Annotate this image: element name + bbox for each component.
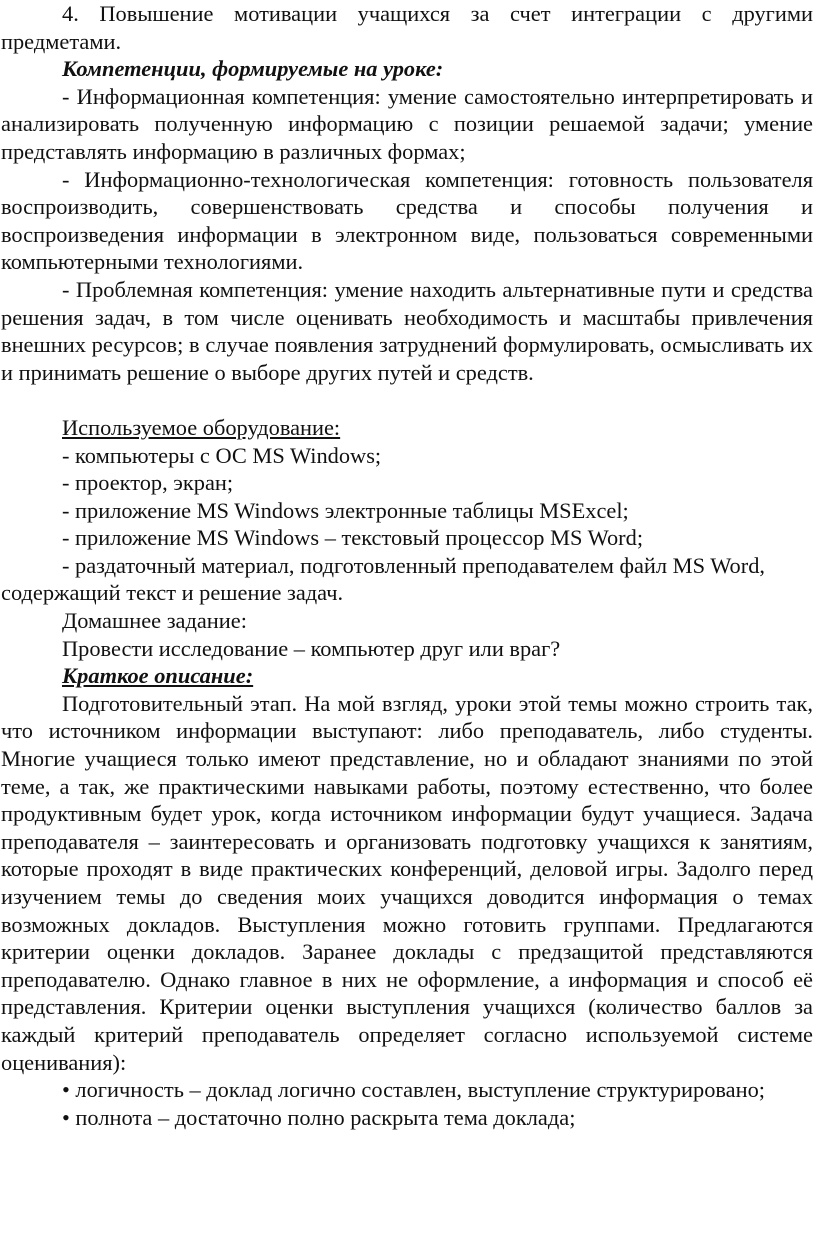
description-heading [1, 662, 813, 690]
equipment-item-excel: - приложение MS Windows электронные таблицы MSExcel; [62, 497, 629, 523]
description-heading-text: Краткое описание: [62, 663, 254, 689]
equipment-item-computers: - компьютеры с ОС MS Windows; [62, 442, 382, 468]
spacer [1, 386, 813, 414]
competencies-heading [1, 55, 813, 83]
paragraph-motivation: 4. Повышение мотивации учащихся за счет интеграции с другими предметами. [1, 1, 813, 54]
competency-problem: - Проблемная компетенция: умение находить альтернативные пути и средства решения задач, в том числе оценивать необходимость и масштабы привлечения внешних ресурсов; в случае появления затруднений формулировать, осмысливать их и принимать решение о выборе других путей и средств. [1, 276, 813, 385]
equipment-heading-text: Используемое оборудование: [62, 414, 341, 440]
homework-label: Домашнее задание: [62, 608, 247, 634]
criteria-item-completeness: • полнота – достаточно полно раскрыта тема доклада; [62, 1104, 576, 1130]
equipment-item-projector: - проектор, экран; [62, 470, 234, 496]
homework-task: Провести исследование – компьютер друг или враг? [62, 635, 561, 661]
equipment-item-word: - приложение MS Windows – текстовый процессор MS Word; [62, 525, 644, 551]
competencies-heading-text: Компетенции, формируемые на уроке: [62, 56, 444, 82]
equipment-item-handout: - раздаточный материал, подготовленный преподавателем файл MS Word, содержащий текст и решение задач. [1, 552, 765, 606]
criteria-item-logic: • логичность – доклад логично составлен, выступление структурировано; [62, 1077, 765, 1103]
equipment-heading [1, 414, 813, 442]
competency-it: - Информационно-технологическая компетенция: готовность пользователя воспроизводить, совершенствовать средства и способы получения и воспроизведения информации в электронном виде, пользоваться современными компьютерными технологиями. [1, 166, 813, 275]
description-text: Подготовительный этап. На мой взгляд, уроки этой темы можно строить так, что источником информации выступают: либо преподаватель, либо студенты. Многие учащиеся только имеют представление, но и обладают знаниями по этой теме, а так, же практическими навыками работы, поэтому естественно, что более продуктивным будет урок, когда источником информации будут учащиеся. Задача преподавателя – заинтересовать и организовать подготовку учащихся к занятиям, которые проходят в виде практических конференций, деловой игры. Задолго перед изучением темы до сведения моих учащихся доводится информация о темах возможных докладов. Выступления можно готовить группами. Предлагаются критерии оценки докладов. Заранее доклады с предзащитой представляются преподавателю. Однако главное в них не оформление, а информация и способ её представления. Критерии оценки выступления учащихся (количество баллов за каждый критерий преподаватель определяет согласно используемой системе оценивания): [1, 690, 813, 1075]
competency-information: - Информационная компетенция: умение самостоятельно интерпретировать и анализировать полученную информацию с позиции решаемой задачи; умение представлять информацию в различных формах; [1, 83, 813, 164]
